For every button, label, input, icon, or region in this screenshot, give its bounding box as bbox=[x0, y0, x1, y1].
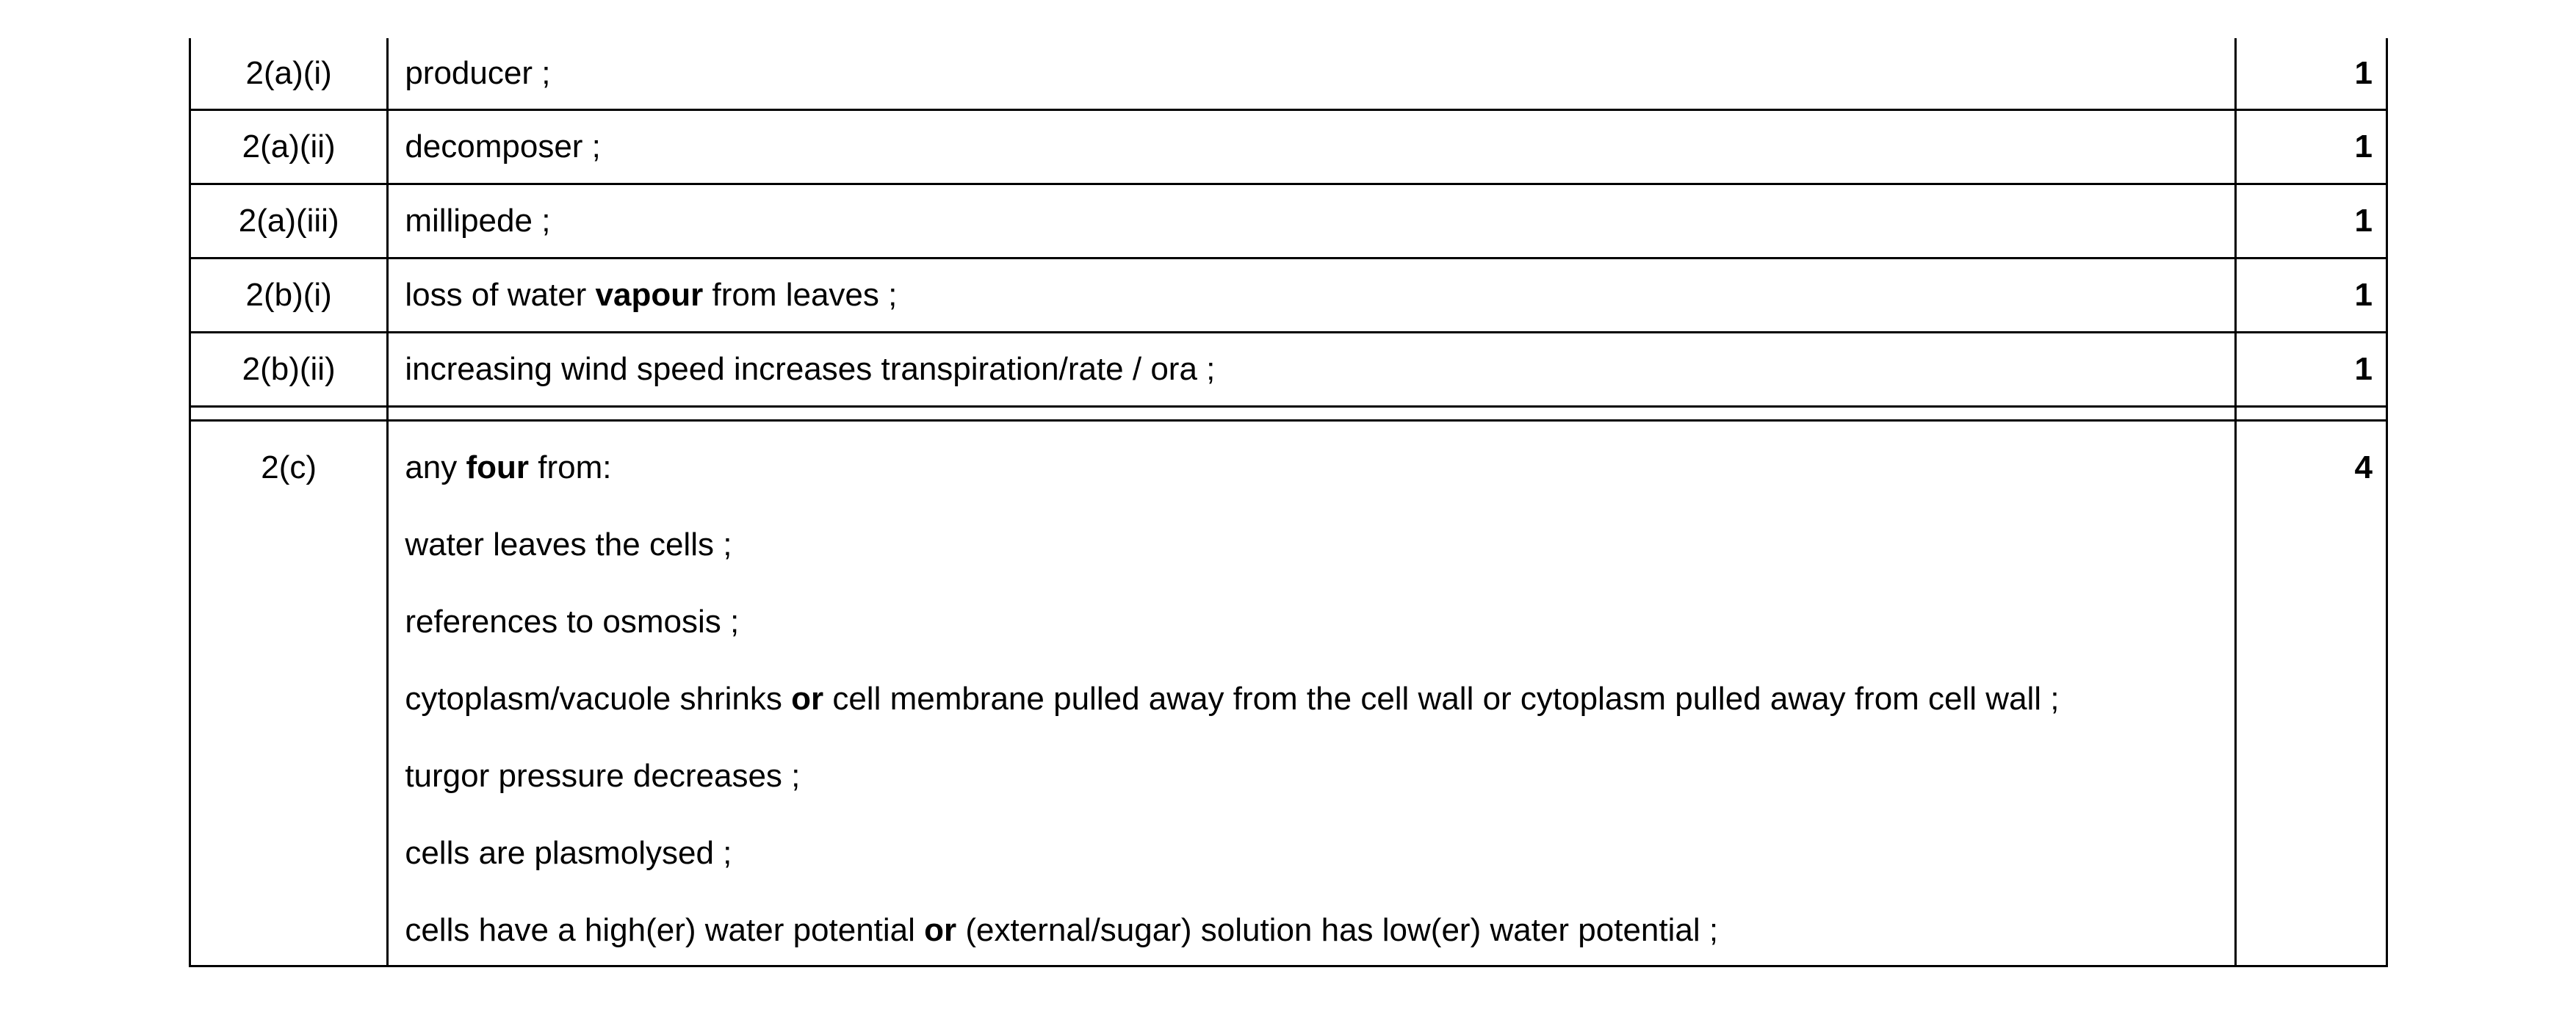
divider-cell bbox=[2235, 407, 2386, 421]
answer-text: increasing wind speed increases transpiration/rate / ora ; bbox=[405, 351, 1216, 387]
marks-cell: 1 bbox=[2235, 38, 2386, 110]
answer-text: millipede ; bbox=[405, 203, 551, 239]
answer-text: any bbox=[405, 449, 466, 485]
table-row bbox=[190, 38, 2387, 110]
answer-line bbox=[405, 835, 2234, 872]
question-number: 2(c) bbox=[190, 421, 388, 966]
answer-text: from: bbox=[529, 449, 612, 485]
answer-cell bbox=[388, 259, 2235, 333]
question-number: 2(a)(ii) bbox=[190, 110, 388, 184]
answer-text: from leaves ; bbox=[703, 277, 898, 313]
question-number: 2(b)(ii) bbox=[190, 333, 388, 407]
answer-cell bbox=[388, 110, 2235, 184]
answer-emphasis: vapour bbox=[595, 277, 704, 313]
marks-cell: 4 bbox=[2235, 421, 2386, 966]
table-row bbox=[190, 421, 2387, 966]
marks-cell: 1 bbox=[2235, 333, 2386, 407]
marks-cell: 1 bbox=[2235, 259, 2386, 333]
answer-text: cell membrane pulled away from the cell wall or cytoplasm pulled away from cell wall ; bbox=[823, 681, 2060, 717]
table-row bbox=[190, 333, 2387, 407]
answer-text: cells are plasmolysed ; bbox=[405, 835, 732, 871]
divider-cell bbox=[388, 407, 2235, 421]
question-number: 2(b)(i) bbox=[190, 259, 388, 333]
table-divider bbox=[190, 407, 2387, 421]
answer-text: loss of water bbox=[405, 277, 596, 313]
question-number: 2(a)(iii) bbox=[190, 184, 388, 259]
answer-cell bbox=[388, 38, 2235, 110]
answer-text: turgor pressure decreases ; bbox=[405, 758, 801, 794]
answer-line bbox=[405, 912, 2234, 949]
answer-emphasis: four bbox=[466, 449, 530, 485]
answer-text: producer ; bbox=[405, 55, 551, 91]
answer-text: cytoplasm/vacuole shrinks bbox=[405, 681, 792, 717]
answer-text: decomposer ; bbox=[405, 129, 601, 165]
marks-cell: 1 bbox=[2235, 184, 2386, 259]
question-number: 2(a)(i) bbox=[190, 38, 388, 110]
table-row bbox=[190, 184, 2387, 259]
answer-text: (external/sugar) solution has low(er) water potential ; bbox=[956, 912, 1719, 948]
table-row bbox=[190, 259, 2387, 333]
answer-line bbox=[405, 449, 2234, 486]
table-row bbox=[190, 110, 2387, 184]
answer-cell bbox=[388, 184, 2235, 259]
answer-line bbox=[405, 604, 2234, 640]
answer-line bbox=[405, 527, 2234, 563]
answer-text: references to osmosis ; bbox=[405, 604, 740, 640]
mark-scheme-table bbox=[189, 38, 2388, 967]
answer-line bbox=[405, 681, 2234, 717]
answer-cell bbox=[388, 333, 2235, 407]
answer-line bbox=[405, 758, 2234, 795]
marks-cell: 1 bbox=[2235, 110, 2386, 184]
divider-cell bbox=[190, 407, 388, 421]
answer-text: cells have a high(er) water potential bbox=[405, 912, 925, 948]
answer-emphasis: or bbox=[791, 681, 824, 717]
answer-emphasis: or bbox=[924, 912, 957, 948]
answer-text: water leaves the cells ; bbox=[405, 527, 732, 563]
answer-cell bbox=[388, 421, 2235, 966]
